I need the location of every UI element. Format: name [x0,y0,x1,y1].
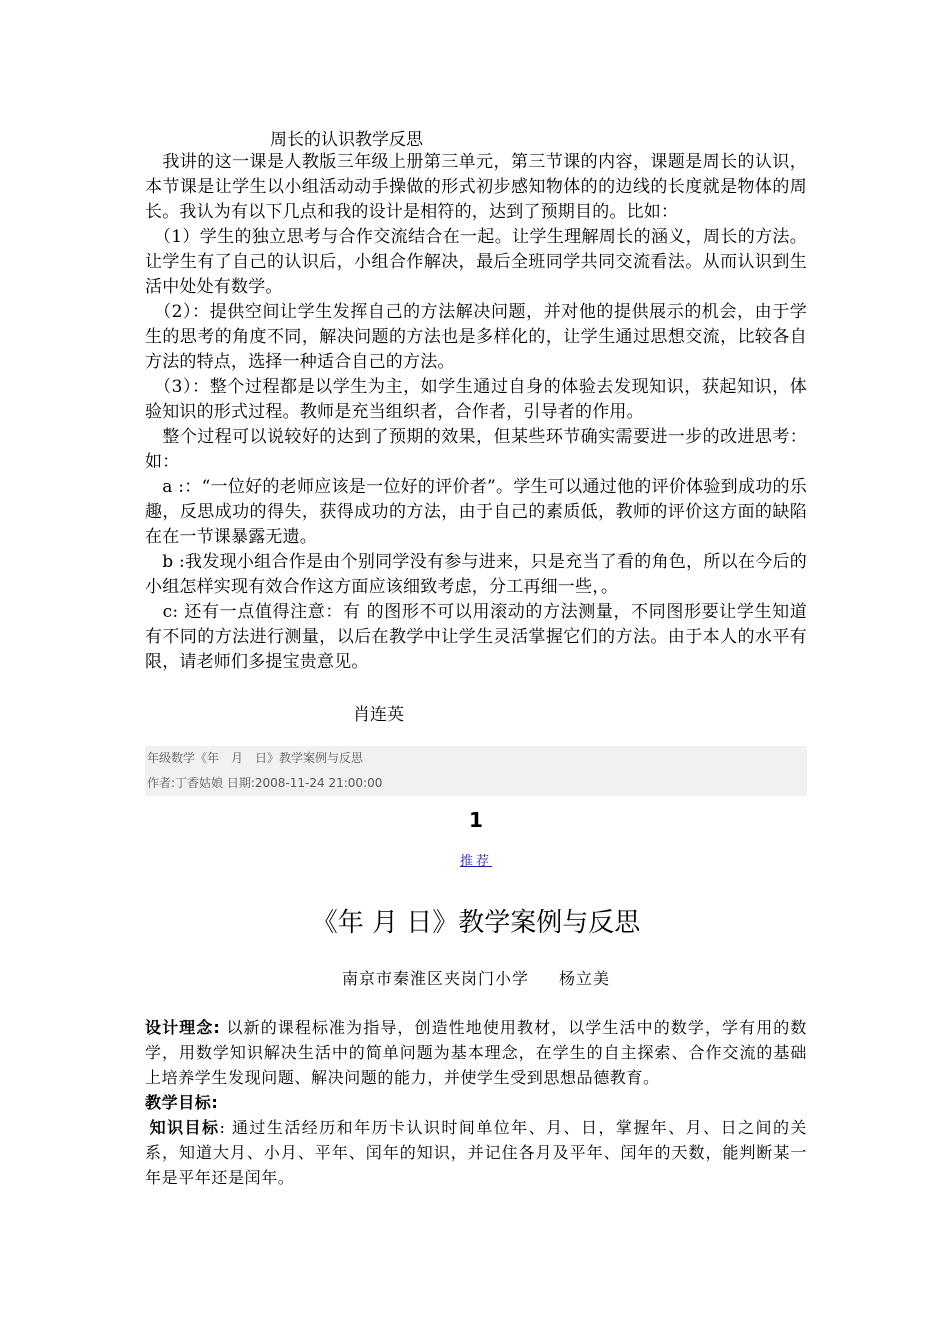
paragraph: 整个过程可以说较好的达到了预期的效果，但某些环节确实需要进一步的改进思考：如： [145,427,807,472]
paragraph: b :我发现小组合作是由个别同学没有参与进来，只是充当了看的角色，所以在今后的小组怎样实现有效合作这方面应该细致考虑，分工再细一些，。 [145,552,807,597]
paragraph: （1）学生的独立思考与合作交流结合在一起。让学生理解周长的涵义，周长的方法。让学生有了自己的认识后，小组合作解决，最后全班同学共同交流看法。从而认识到生活中处处有数学。 [145,227,807,297]
design-text: 以新的课程标准为指导，创造性地使用教材，以学生活中的数学，学有用的数学，用数学知识解决生活中的简单问题为基本理念，在学生的自主探索、合作交流的基础上培养学生发现问题、解决问题的能力，并使学生受到思想品德教育。 [145,1018,807,1087]
paragraph: 我讲的这一课是人教版三年级上册第三单元，第三节课的内容，课题是周长的认识，本节课是让学生以小组活动动手操做的形式初步感知物体的的边线的长度就是物体的周长。我认为有以下几点和我的设计是相符的，达到了预期目的。比如： [145,152,807,222]
article-meta: 作者:丁香姑娘 日期:2008-11-24 21:00:00 [147,776,383,790]
section1-title: 周长的认识教学反思 [270,130,423,150]
knowledge-label: 知识目标 [148,1118,220,1137]
author-line [145,966,807,989]
knowledge-text: : 通过生活经历和年历卡认识时间单位年、月、日，掌握年、月、日之间的关系，知道大月、小月、平年、闰年的知识，并记住各月及平年、闰年的天数，能判断某一年是平年还是闰年。 [145,1118,807,1187]
goals-label: 教学目标: [145,1093,219,1112]
paragraph: （3）：整个过程都是以学生为主，如学生通过自身的体验去发现知识，获起知识，体验知识的形式过程。教师是充当组织者，合作者，引导者的作用。 [145,377,807,422]
section2-body [145,1015,807,1190]
page-number: 1 [469,808,483,832]
author-name: 杨立美 [559,969,611,988]
recommend-link[interactable]: 推荐 [459,854,492,869]
signature: 肖连英 [353,705,404,725]
section1-body [145,150,807,675]
paragraph: c: 还有一点值得注意：有 的图形不可以用滚动的方法测量，不同图形要让学生知道有不同的方法进行测量，以后在教学中让学生灵活掌握它们的方法。由于本人的水平有限，请老师们多提宝贵意见。 [145,602,807,672]
article-title: 年级数学《年 月 日》教学案例与反思 [147,751,364,765]
paragraph: （2）：提供空间让学生发挥自己的方法解决问题，并对他的提供展示的机会，由于学生的思考的角度不同，解决问题的方法也是多样化的，让学生通过思想交流，比较各自方法的特点，选择一种适合自己的方法。 [145,302,807,372]
design-paragraph [145,1015,807,1090]
recommend-wrapper [145,850,807,869]
paragraph: a :：“一位好的老师应该是一位好的评价者”。学生可以通过他的评价体验到成功的乐趣，反思成功的得失，获得成功的方法，由于自己的素质低，教师的评价这方面的缺陷在在一节课暴露无遗。 [145,477,807,547]
article-info-bar [145,746,807,796]
design-label: 设计理念: [145,1018,221,1037]
knowledge-paragraph [145,1115,807,1190]
section2-title: 《年 月 日》教学案例与反思 [311,908,641,938]
school-name: 南京市秦淮区夹岗门小学 [341,969,529,988]
goals-heading [145,1090,807,1115]
